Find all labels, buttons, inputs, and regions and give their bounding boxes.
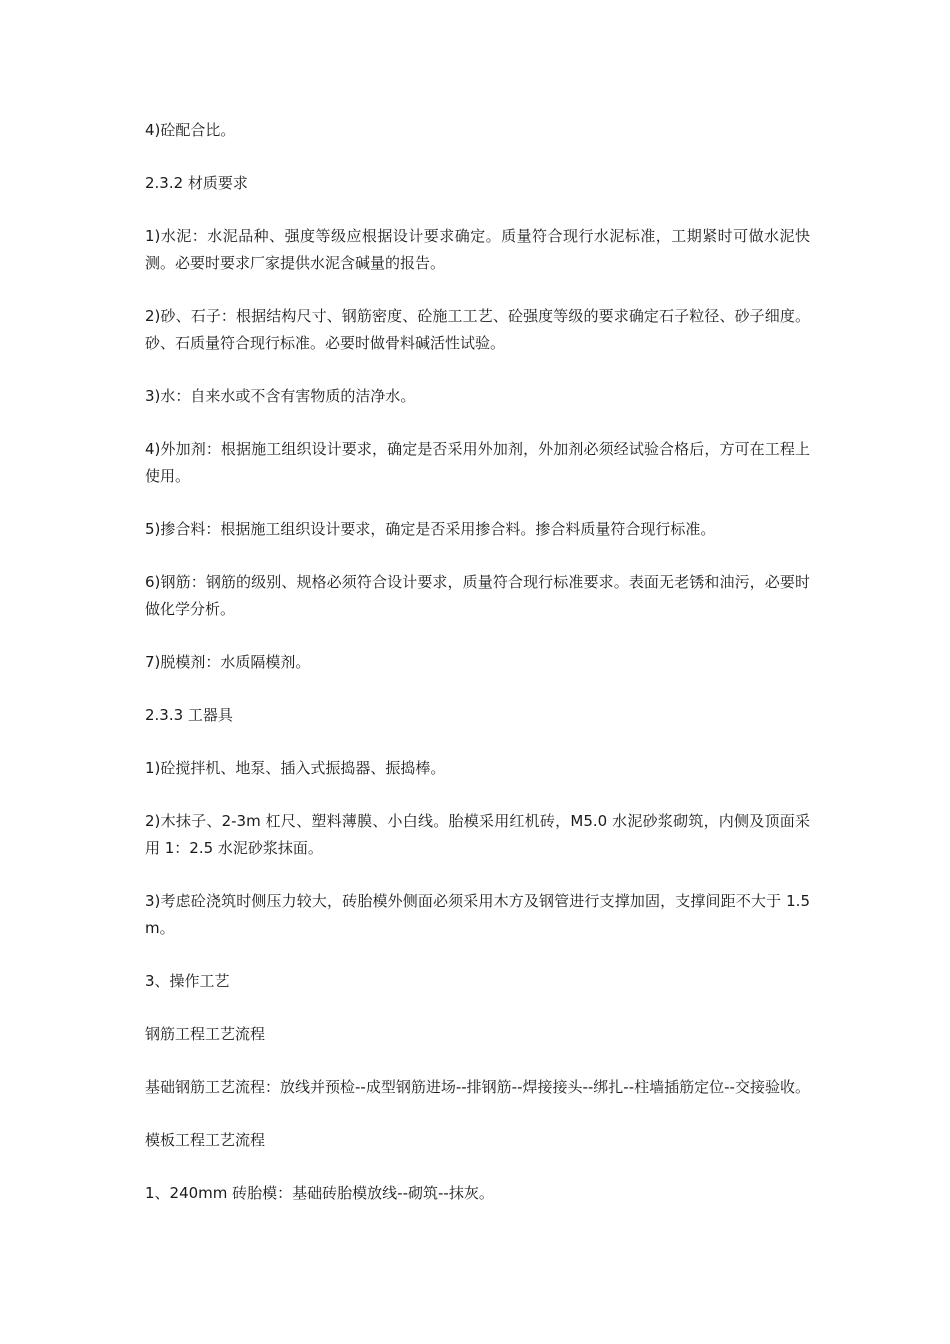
- item-brick-mould: 1、240mm 砖胎模：基础砖胎模放线--砌筑--抹灰。: [145, 1184, 494, 1202]
- item-cement: 1)水泥：水泥品种、强度等级应根据设计要求确定。质量符合现行水泥标准，工期紧时可做水泥快测。必要时要求厂家提供水泥含碱量的报告。: [145, 227, 810, 272]
- item-machines: 1)砼搅拌机、地泵、插入式振捣器、振捣棒。: [145, 759, 446, 777]
- item-mix-ratio: 4)砼配合比。: [145, 121, 236, 139]
- heading-rebar-process: 钢筋工程工艺流程: [145, 1025, 266, 1043]
- item-sand-stone: 2)砂、石子：根据结构尺寸、钢筋密度、砼施工工艺、砼强度等级的要求确定石子粒径、砂子细度。砂、石质量符合现行标准。必要时做骨料碱活性试验。: [145, 307, 810, 352]
- item-rebar: 6)钢筋：钢筋的级别、规格必须符合设计要求，质量符合现行标准要求。表面无老锈和油污，必要时做化学分析。: [145, 573, 810, 618]
- item-release-agent: 7)脱模剂：水质隔模剂。: [145, 653, 311, 671]
- item-admixture: 4)外加剂：根据施工组织设计要求，确定是否采用外加剂，外加剂必须经试验合格后，方可在工程上使用。: [145, 440, 810, 485]
- item-support: 3)考虑砼浇筑时侧压力较大，砖胎模外侧面必须采用木方及钢管进行支撑加固，支撑间距不大于 1.5m。: [145, 892, 810, 937]
- heading-operation-process: 3、操作工艺: [145, 972, 230, 990]
- heading-formwork-process: 模板工程工艺流程: [145, 1131, 266, 1149]
- item-water: 3)水：自来水或不含有害物质的洁净水。: [145, 387, 416, 405]
- item-mineral-admixture: 5)掺合料：根据施工组织设计要求，确定是否采用掺合料。掺合料质量符合现行标准。: [145, 520, 716, 538]
- heading-tools: 2.3.3 工器具: [145, 706, 233, 724]
- document-page: [145, 117, 810, 1233]
- heading-material-requirements: 2.3.2 材质要求: [145, 174, 248, 192]
- item-foundation-rebar-process: 基础钢筋工艺流程：放线并预检--成型钢筋进场--排钢筋--焊接接头--绑扎--柱墙插筋定位--交接验收。: [145, 1078, 810, 1096]
- item-hand-tools: 2)木抹子、2-3m 杠尺、塑料薄膜、小白线。胎模采用红机砖，M5.0 水泥砂浆砌筑，内侧及顶面采用 1：2.5 水泥砂浆抹面。: [145, 812, 810, 857]
